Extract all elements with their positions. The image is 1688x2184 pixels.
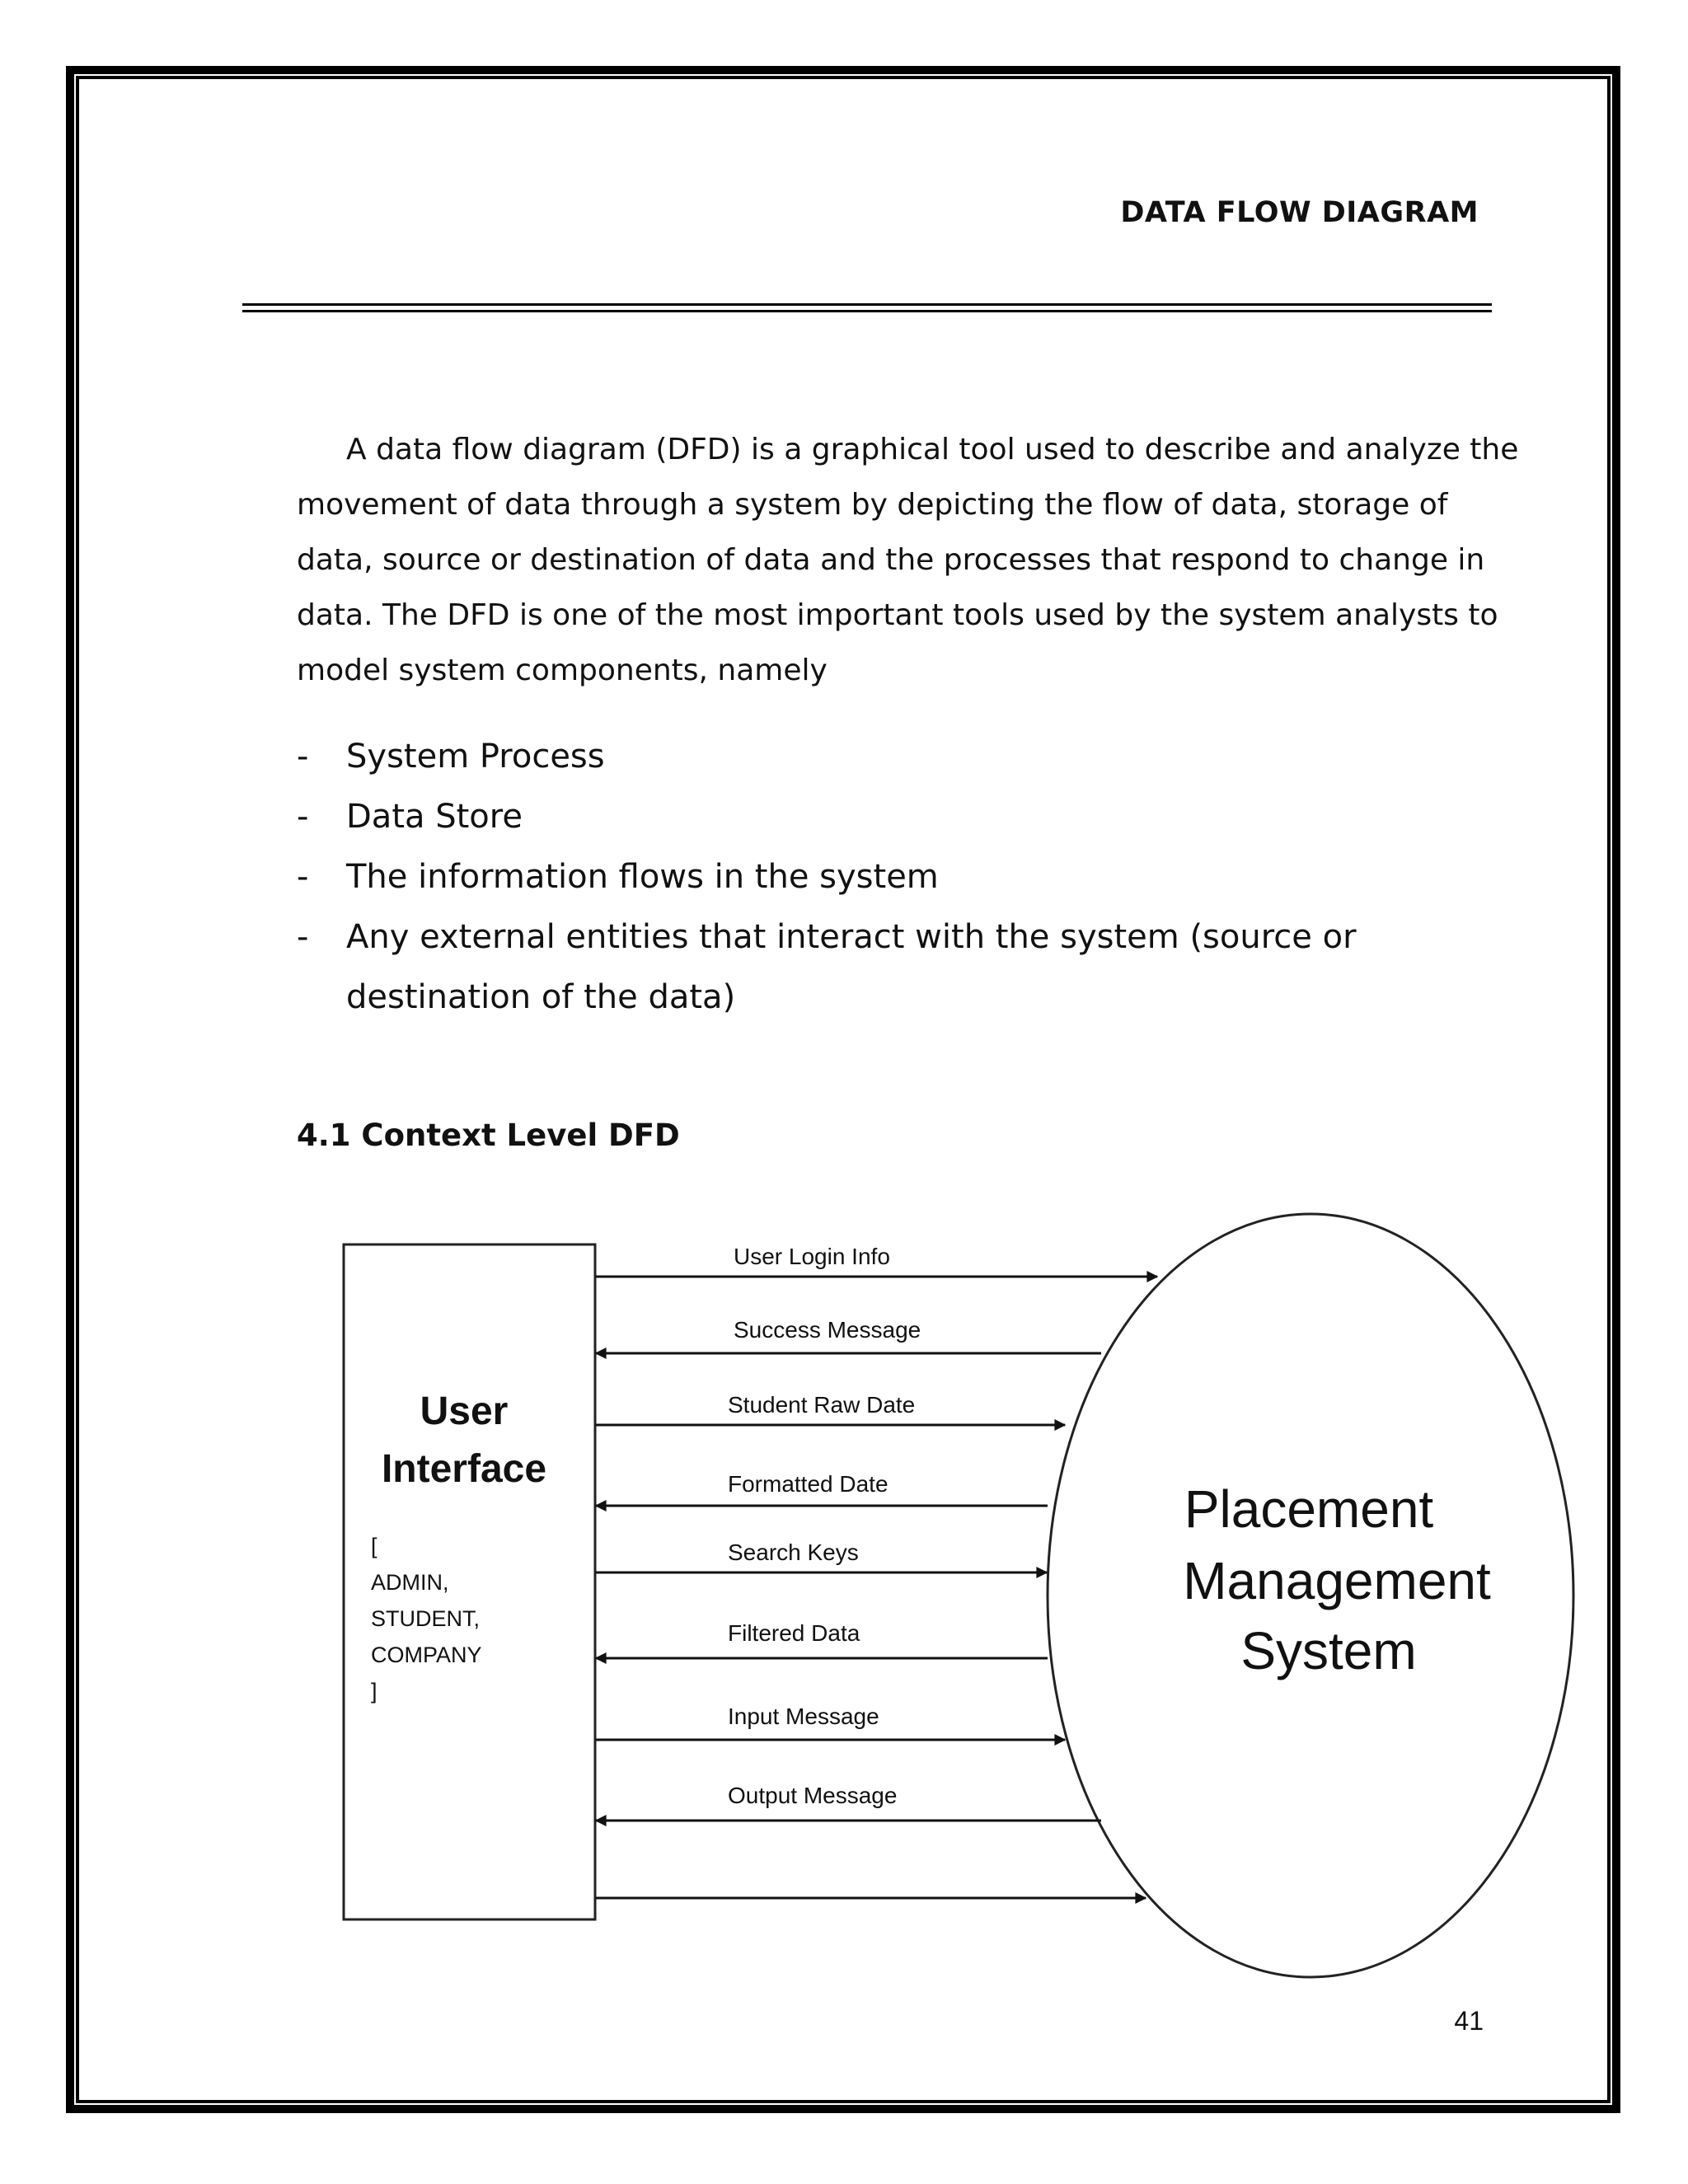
list-item-text: System Process [346, 738, 605, 776]
list-item-text: The information flows in the system [346, 858, 939, 896]
entity-role-line: ] [371, 1679, 377, 1704]
flow-label: Filtered Data [728, 1620, 860, 1646]
flow-label: User Login Info [734, 1244, 890, 1269]
entity-role-line: [ [371, 1534, 377, 1558]
flow-label: Input Message [728, 1704, 879, 1729]
process-label-line3: System [1240, 1621, 1417, 1680]
bullet-dash: - [297, 858, 309, 896]
entity-role-line: COMPANY [371, 1643, 482, 1667]
entity-title-line2: Interface [381, 1447, 547, 1491]
entity-role-line: STUDENT, [371, 1606, 481, 1631]
process-label-line1: Placement [1184, 1479, 1434, 1539]
list-item-text: Data Store [346, 798, 523, 836]
flow-label: Student Raw Date [728, 1392, 916, 1418]
entity-role-line: ADMIN, [371, 1570, 449, 1595]
list-item-text: Any external entities that interact with the system (source or destination of the data) [346, 918, 1357, 1016]
process-label-line2: Management [1183, 1551, 1491, 1610]
page-header-title: DATA FLOW DIAGRAM [1120, 196, 1479, 229]
page-number: 41 [1454, 2006, 1484, 2036]
bullet-dash: - [297, 738, 309, 776]
flow-label: Output Message [728, 1783, 898, 1808]
flow-label: Formatted Date [728, 1471, 889, 1497]
flow-label: Search Keys [728, 1540, 859, 1565]
intro-paragraph-text: A data flow diagram (DFD) is a graphical tool used to describe and analyze the movement of data through a system by depicting the flow of data, storage of data, source or destination of data and the processes that respond to change in data. The DFD is one of the most important tools used by the system analysts to model system components, namely [297, 433, 1519, 687]
bullet-dash: - [297, 918, 309, 956]
bullet-dash: - [297, 798, 309, 836]
flow-label: Success Message [734, 1317, 921, 1343]
entity-title-line1: User [420, 1390, 509, 1433]
section-heading: 4.1 Context Level DFD [297, 1118, 680, 1153]
